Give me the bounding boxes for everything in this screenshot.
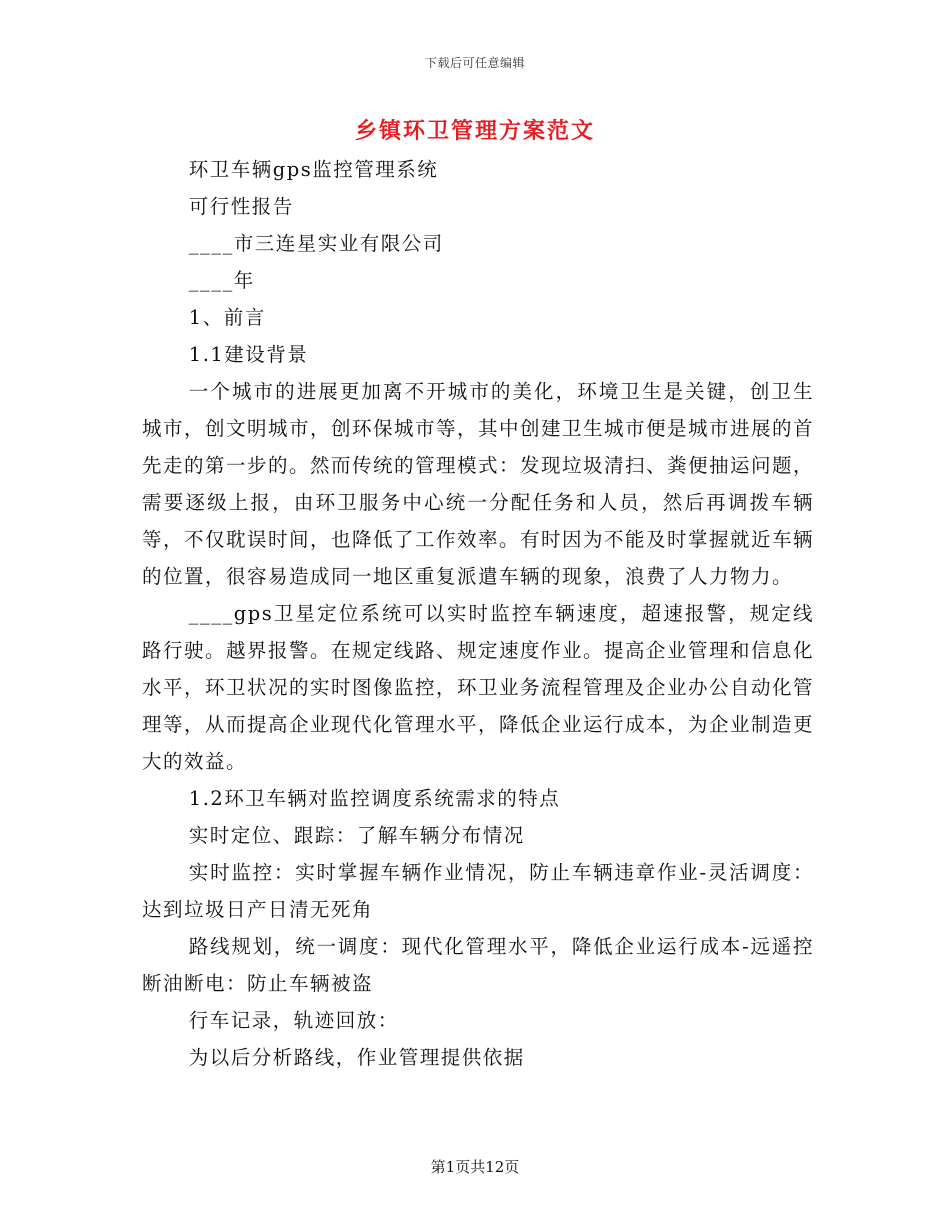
subsection-heading-requirements: 1.2环卫车辆对监控调度系统需求的特点 <box>188 787 561 810</box>
page-number: 第1页共12页 <box>430 1158 520 1176</box>
paragraph-analysis-basis: 为以后分析路线，作业管理提供依据 <box>188 1046 525 1069</box>
document-body <box>142 151 814 1076</box>
paragraph-realtime-positioning: 实时定位、跟踪：了解车辆分布情况 <box>188 824 525 847</box>
paragraph-route-planning: 路线规划，统一调度：现代化管理水平，降低企业运行成本-远遥控断油断电：防止车辆被盗 <box>142 935 814 995</box>
paragraph-company: ____市三连星实业有限公司 <box>188 232 444 255</box>
paragraph-background: 一个城市的进展更加离不开城市的美化，环境卫生是关键，创卫生城市，创文明城市，创环保城市等，其中创建卫生城市便是城市进展的首先走的第一步的。然而传统的管理模式：发现垃圾清扫、粪便抽运问题，需要逐级上报，由环卫服务中心统一分配任务和人员，然后再调拨车辆等，不仅耽误时间，也降低了工作效率。有时因为不能及时掌握就近车辆的位置，很容易造成同一地区重复派遣车辆的现象，浪费了人力物力。 <box>142 380 815 588</box>
section-heading-preface: 1、前言 <box>188 306 266 329</box>
paragraph-system-name: 环卫车辆gps监控管理系统 <box>188 158 439 181</box>
paragraph-report-type: 可行性报告 <box>188 195 294 218</box>
page-header-note: 下载后可任意编辑 <box>424 56 525 70</box>
paragraph-driving-record: 行车记录，轨迹回放： <box>188 1009 399 1032</box>
document-title: 乡镇环卫管理方案范文 <box>354 118 595 144</box>
subsection-heading-background: 1.1建设背景 <box>188 343 309 366</box>
paragraph-gps-system: ____gps卫星定位系统可以实时监控车辆速度，超速报警，规定线路行驶。越界报警。在规定线路、规定速度作业。提高企业管理和信息化水平，环卫状况的实时图像监控，环卫业务流程管理及企业办公自动化管理等，从而提高企业现代化管理水平，降低企业运行成本，为企业制造更大的效益。 <box>142 602 815 773</box>
paragraph-year: ____年 <box>188 269 255 292</box>
paragraph-realtime-monitoring: 实时监控：实时掌握车辆作业情况，防止车辆违章作业-灵活调度：达到垃圾日产日清无死角 <box>142 861 814 921</box>
